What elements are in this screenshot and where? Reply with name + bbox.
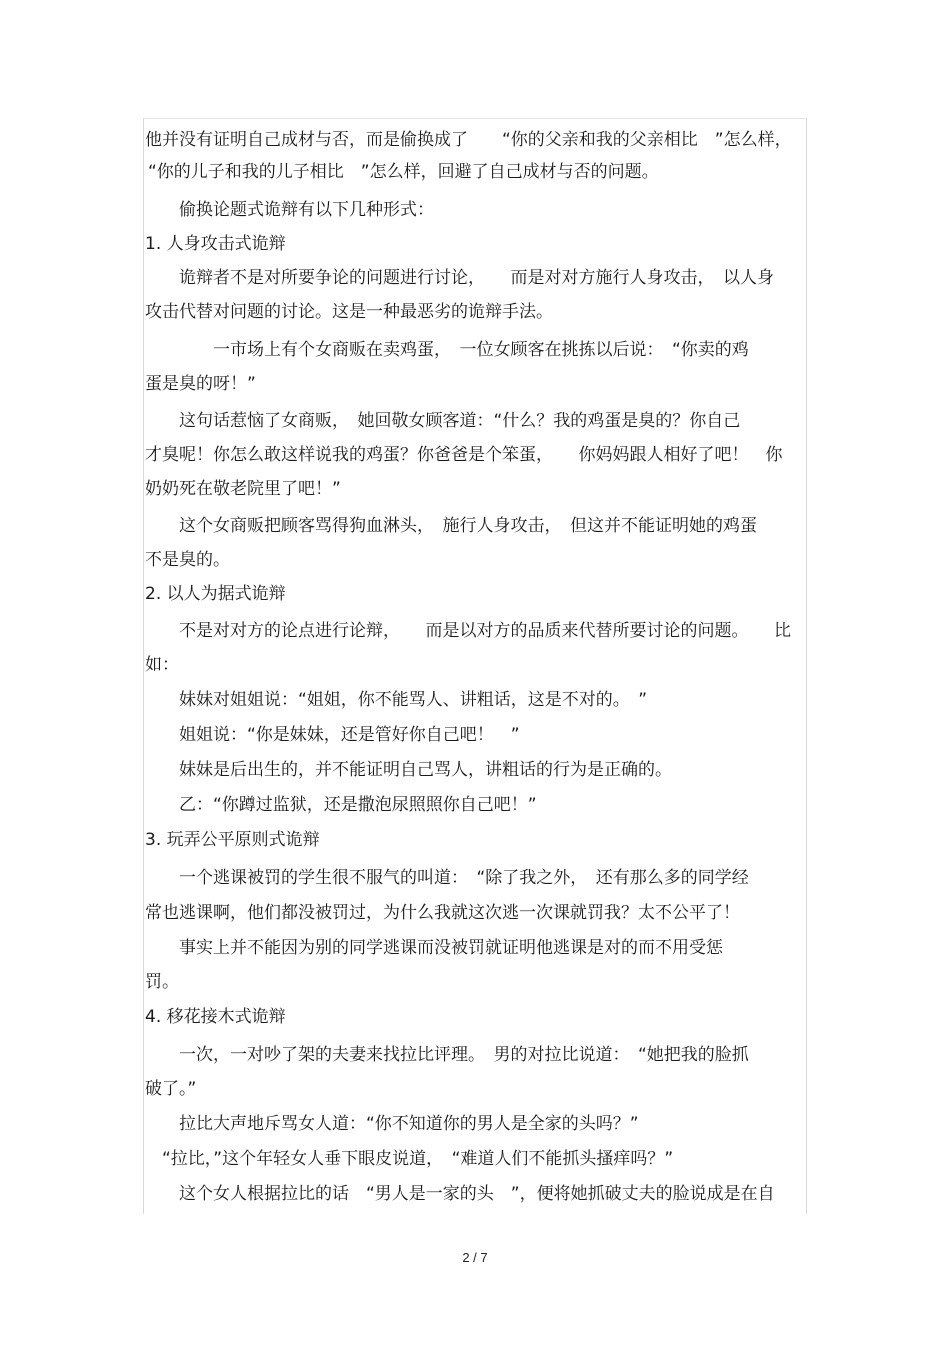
text-line: 蛋是臭的呀！” <box>145 374 256 394</box>
text-line: 罚。 <box>145 972 179 992</box>
text-line: 才臭呢！你怎么敢这样说我的鸡蛋？你爸爸是个笨蛋， 你妈妈跟人相好了吧！ 你 <box>145 445 783 465</box>
text-line: 姐姐说：“你是妹妹，还是管好你自己吧！ ” <box>145 725 520 745</box>
text-line: 这句话惹恼了女商贩， 她回敬女顾客道：“什么？我的鸡蛋是臭的？你自己 <box>145 411 741 431</box>
text-line: 3. 玩弄公平原则式诡辩 <box>145 830 320 850</box>
text-line: 妹妹对姐姐说：“姐姐，你不能骂人、讲粗话，这是不对的。 ” <box>145 690 648 710</box>
text-line: 一市场上有个女商贩在卖鸡蛋， 一位女顾客在挑拣以后说： “你卖的鸡 <box>145 340 749 360</box>
text-line: 偷换论题式诡辩有以下几种形式： <box>145 200 434 220</box>
text-line: “你的儿子和我的儿子相比 ”怎么样，回避了自己成材与否的问题。 <box>148 162 659 182</box>
text-line: 一个逃课被罚的学生很不服气的叫道： “除了我之外， 还有那么多的同学经 <box>145 868 749 888</box>
text-line: 1. 人身攻击式诡辩 <box>145 234 286 254</box>
text-line: 4. 移花接木式诡辩 <box>145 1007 286 1027</box>
text-line: 不是臭的。 <box>145 550 230 570</box>
text-line: 拉比大声地斥骂女人道：“你不知道你的男人是全家的头吗？” <box>145 1114 639 1134</box>
text-line: “拉比，”这个年轻女人垂下眼皮说道， “难道人们不能抓头搔痒吗？” <box>145 1149 674 1169</box>
text-line: 奶奶死在敬老院里了吧！” <box>145 479 341 499</box>
text-line: 乙：“你蹲过监狱，还是撒泡尿照照你自己吧！” <box>145 795 537 815</box>
page-number: 2 / 7 <box>462 1250 488 1265</box>
text-line: 不是对对方的论点进行论辩， 而是以对方的品质来代替所要讨论的问题。 比 <box>145 621 791 641</box>
text-line: 2. 以人为据式诡辩 <box>145 584 286 604</box>
text-line: 破了。” <box>145 1079 197 1099</box>
text-line: 如： <box>145 655 179 675</box>
text-line: 这个女人根据拉比的话 “男人是一家的头 ”，便将她抓破丈夫的脸说成是在自 <box>145 1184 775 1204</box>
text-line: 妹妹是后出生的，并不能证明自己骂人，讲粗话的行为是正确的。 <box>145 760 672 780</box>
text-line: 常也逃课啊，他们都没被罚过，为什么我就这次逃一次课就罚我？太不公平了！ <box>145 903 740 923</box>
text-line: 他并没有证明自己成材与否，而是偷换成了 “你的父亲和我的父亲相比 ”怎么样， <box>145 130 792 150</box>
text-line: 诡辩者不是对所要争论的问题进行讨论， 而是对对方施行人身攻击， 以人身 <box>145 268 774 288</box>
text-line: 事实上并不能因为别的同学逃课而没被罚就证明他逃课是对的而不用受惩 <box>145 938 723 958</box>
text-line: 攻击代替对问题的讨论。这是一种最恶劣的诡辩手法。 <box>145 302 553 322</box>
text-line: 一次，一对吵了架的夫妻来找拉比评理。 男的对拉比说道： “她把我的脸抓 <box>145 1045 749 1065</box>
text-line: 这个女商贩把顾客骂得狗血淋头， 施行人身攻击， 但这并不能证明她的鸡蛋 <box>145 516 757 536</box>
